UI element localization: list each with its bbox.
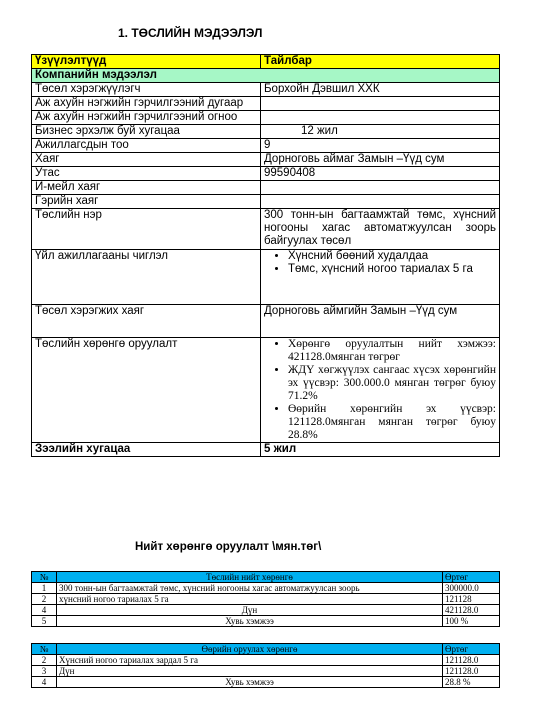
term-row: [32, 443, 500, 457]
table-row: [32, 181, 500, 195]
company-section-row: [32, 69, 500, 83]
header-indicators: Үзүүлэлтүүд: [32, 55, 261, 69]
activity-row: [32, 250, 500, 305]
row-number: 1: [32, 583, 57, 594]
table-row: [32, 594, 500, 605]
table-header-row: [32, 644, 500, 655]
row-item: Хүнсний ногоо тариалах зардал 5 га: [57, 655, 443, 666]
own-investment-table: [31, 643, 500, 688]
term-value: 5 жил: [261, 443, 500, 457]
row-label: Хаяг: [32, 153, 261, 167]
header-cost: Өртөг: [443, 572, 500, 583]
row-label: Аж ахуйн нэгжийн гэрчилгээний дугаар: [32, 97, 261, 111]
list-item: • ЖДҮ хөгжүүлэх сангаас хүсэх хөрөнгийн эх үүсвэр: 300.000.0 мянган төгрөг буюу 71.2%: [288, 364, 496, 403]
row-cost: 121128.0: [443, 666, 500, 677]
location-row: [32, 305, 500, 338]
row-cost: 121128.0: [443, 655, 500, 666]
activity-value: [261, 250, 500, 305]
table-header-row: [32, 55, 500, 69]
table-row: [32, 139, 500, 153]
investment-value: [261, 338, 500, 443]
table-row: [32, 153, 500, 167]
row-number: 2: [32, 594, 57, 605]
row-item: Дүн: [57, 666, 443, 677]
activity-label: Үйл ажиллагааны чиглэл: [32, 250, 261, 305]
investment-row: [32, 338, 500, 443]
row-label: Утас: [32, 167, 261, 181]
table-row: [32, 97, 500, 111]
row-cost: 28.8 %: [443, 677, 500, 688]
table-row: [32, 111, 500, 125]
row-label: Бизнес эрхэлж буй хугацаа: [32, 125, 261, 139]
row-item: Дүн: [57, 605, 443, 616]
row-value: Борхойн Дэвшил ХХК: [261, 83, 500, 97]
row-label: Төслийн нэр: [32, 209, 261, 250]
location-label: Төсөл хэрэгжих хаяг: [32, 305, 261, 338]
investment-title: Нийт хөрөнгө оруулалт \мян.төг\: [135, 541, 322, 553]
row-number: 4: [32, 677, 57, 688]
project-info-table: [31, 54, 500, 457]
row-label: Төсөл хэрэгжүүлэгч: [32, 83, 261, 97]
row-label: И-мейл хаяг: [32, 181, 261, 195]
table-row: [32, 583, 500, 594]
header-item: Төслийн нийт хөрөнгө: [57, 572, 443, 583]
row-number: 5: [32, 616, 57, 627]
row-value: [261, 111, 500, 125]
section-title: 1. ТӨСЛИЙН МЭДЭЭЛЭЛ: [118, 26, 263, 40]
row-value: 9: [261, 139, 500, 153]
row-value: 99590408: [261, 167, 500, 181]
location-value: Дорноговь аймгийн Замын –Үүд сум: [261, 305, 500, 338]
row-cost: 121128: [443, 594, 500, 605]
table-row: [32, 125, 500, 139]
list-item: • Төмс, хүнсний ногоо тариалах 5 га: [288, 263, 496, 276]
header-item: Өөрийн оруулах хөрөнгө: [57, 644, 443, 655]
row-number: 3: [32, 666, 57, 677]
row-label: Гэрийн хаяг: [32, 195, 261, 209]
table-row: [32, 83, 500, 97]
list-item: • Хөрөнгө оруулалтын нийт хэмжээ: 421128.0мянган төгрөг: [288, 338, 496, 364]
row-value: [261, 195, 500, 209]
table-row: [32, 677, 500, 688]
table-row: [32, 209, 500, 250]
header-number: №: [32, 644, 57, 655]
row-label: Ажиллагсдын тоо: [32, 139, 261, 153]
table-row: [32, 666, 500, 677]
row-cost: 300000.0: [443, 583, 500, 594]
row-cost: 421128.0: [443, 605, 500, 616]
row-value: 300 тонн-ын багтаамжтай төмс, хүнсний ногооны хагас автоматжуулсан зоорь байгуулах төсөл: [261, 209, 500, 250]
investment-label: Төслийн хөрөнгө оруулалт: [32, 338, 261, 443]
header-description: Тайлбар: [261, 55, 500, 69]
company-section-label: Компанийн мэдээлэл: [32, 69, 500, 83]
row-value: [261, 97, 500, 111]
table-row: [32, 195, 500, 209]
list-item: • Өөрийн хөрөнгийн эх үүсвэр: 121128.0мянган мянган төгрөг буюу 28.8%: [288, 403, 496, 442]
table-header-row: [32, 572, 500, 583]
row-item: Хувь хэмжээ: [57, 677, 443, 688]
table-row: [32, 167, 500, 181]
table-row: [32, 616, 500, 627]
row-value: 12 жил: [261, 125, 500, 139]
header-cost: Өртөг: [443, 644, 500, 655]
row-value: Дорноговь аймаг Замын –Үүд сум: [261, 153, 500, 167]
table-row: [32, 655, 500, 666]
row-number: 4: [32, 605, 57, 616]
table-row: [32, 605, 500, 616]
row-item: 300 тонн-ын багтаамжтай төмс, хүнсний ногооны хагас автоматжуулсан зоорь: [57, 583, 443, 594]
row-cost: 100 %: [443, 616, 500, 627]
list-item: • Хүнсний бөөний худалдаа: [288, 250, 496, 263]
row-item: хүнсний ногоо тариалах 5 га: [57, 594, 443, 605]
row-item: Хувь хэмжээ: [57, 616, 443, 627]
row-label: Аж ахуйн нэгжийн гэрчилгээний огноо: [32, 111, 261, 125]
term-label: Зээлийн хугацаа: [32, 443, 261, 457]
header-number: №: [32, 572, 57, 583]
row-number: 2: [32, 655, 57, 666]
total-investment-table: [31, 571, 500, 627]
row-value: [261, 181, 500, 195]
